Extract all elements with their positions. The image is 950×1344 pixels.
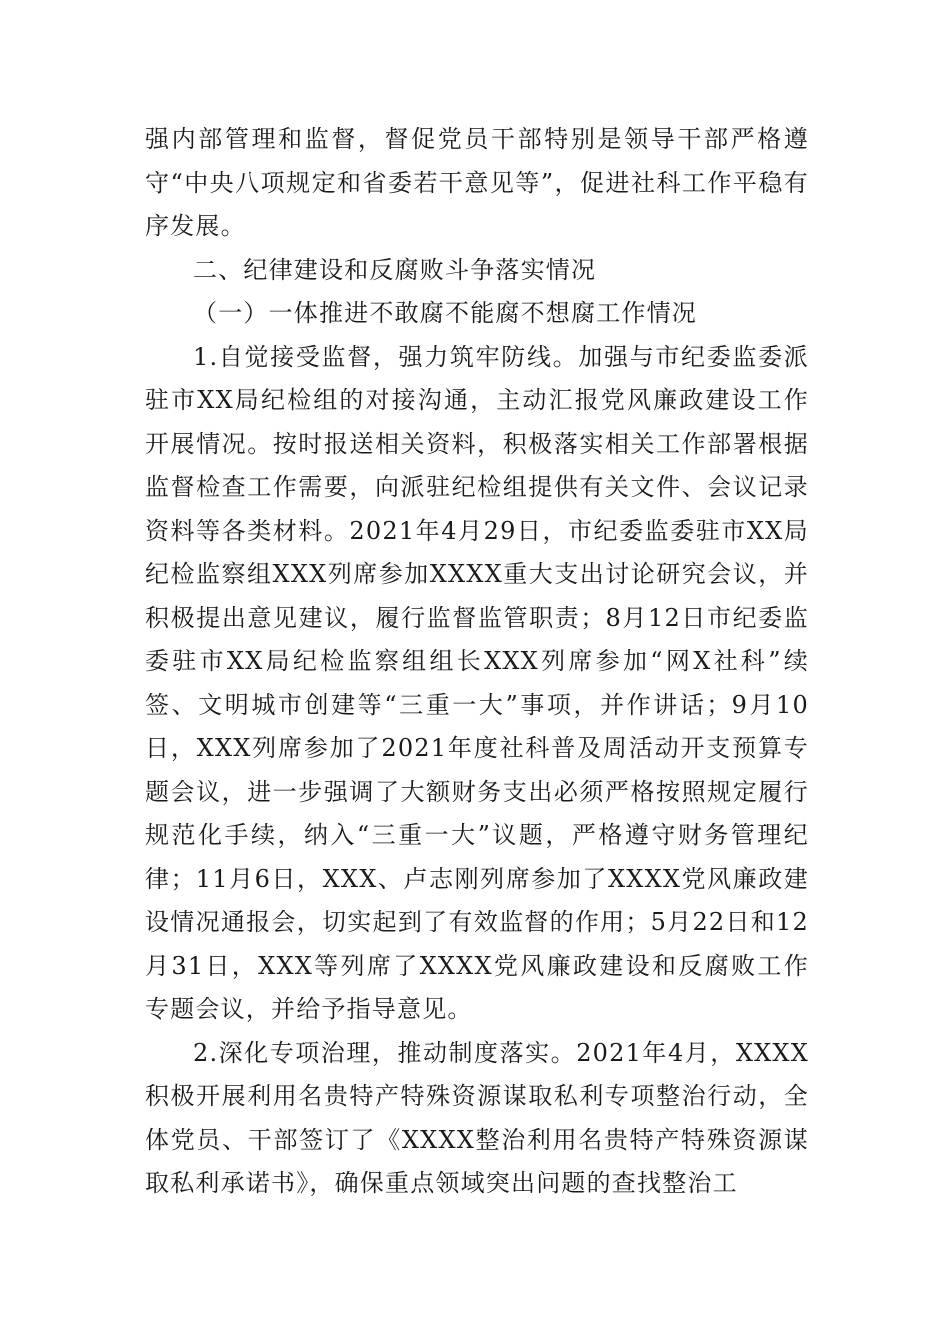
paragraph-special-governance: 2.深化专项治理，推动制度落实。2021年4月，XXXX积极开展利用名贵特产特殊资源谋取私利专项整治行动，全体党员、干部签订了《XXXX整治利用名贵特产特殊资源谋取私利承诺书》，确保重点领域突出问题的查找整治工 xyxy=(145,1038,809,1197)
document-body xyxy=(145,118,809,1206)
paragraph-supervision: 1.自觉接受监督，强力筑牢防线。加强与市纪委监委派驻市XX局纪检组的对接沟通，主动汇报党风廉政建设工作开展情况。按时报送相关资料，积极落实相关工作部署根据监督检查工作需要，向派驻纪检组提供有关文件、会议记录资料等各类材料。2021年4月29日，市纪委监委驻市XX局纪检监察组XXX列席参加XXXX重大支出讨论研究会议，并积极提出意见建议，履行监督监管职责；8月12日市纪委监委驻市XX局纪检监察组组长XXX列席参加“网X社科”续签、文明城市创建等“三重一大”事项，并作讲话；9月10日，XXX列席参加了2021年度社科普及周活动开支预算专题会议，进一步强调了大额财务支出必须严格按照规定履行规范化手续，纳入“三重一大”议题，严格遵守财务管理纪律；11月6日，XXX、卢志刚列席参加了XXXX党风廉政建设情况通报会，切实起到了有效监督的作用；5月22日和12月31日，XXX等列席了XXXX党风廉政建设和反腐败工作专题会议，并给予指导意见。 xyxy=(145,342,810,1023)
subsection-heading: （一）一体推进不敢腐不能腐不想腐工作情况 xyxy=(193,299,697,327)
section-heading: 二、纪律建设和反腐败斗争落实情况 xyxy=(193,255,597,284)
paragraph-continued: 强内部管理和监督，督促党员干部特别是领导干部严格遵守“中央八项规定和省委若干意见等”，促进社科工作平稳有序发展。 xyxy=(145,125,809,240)
